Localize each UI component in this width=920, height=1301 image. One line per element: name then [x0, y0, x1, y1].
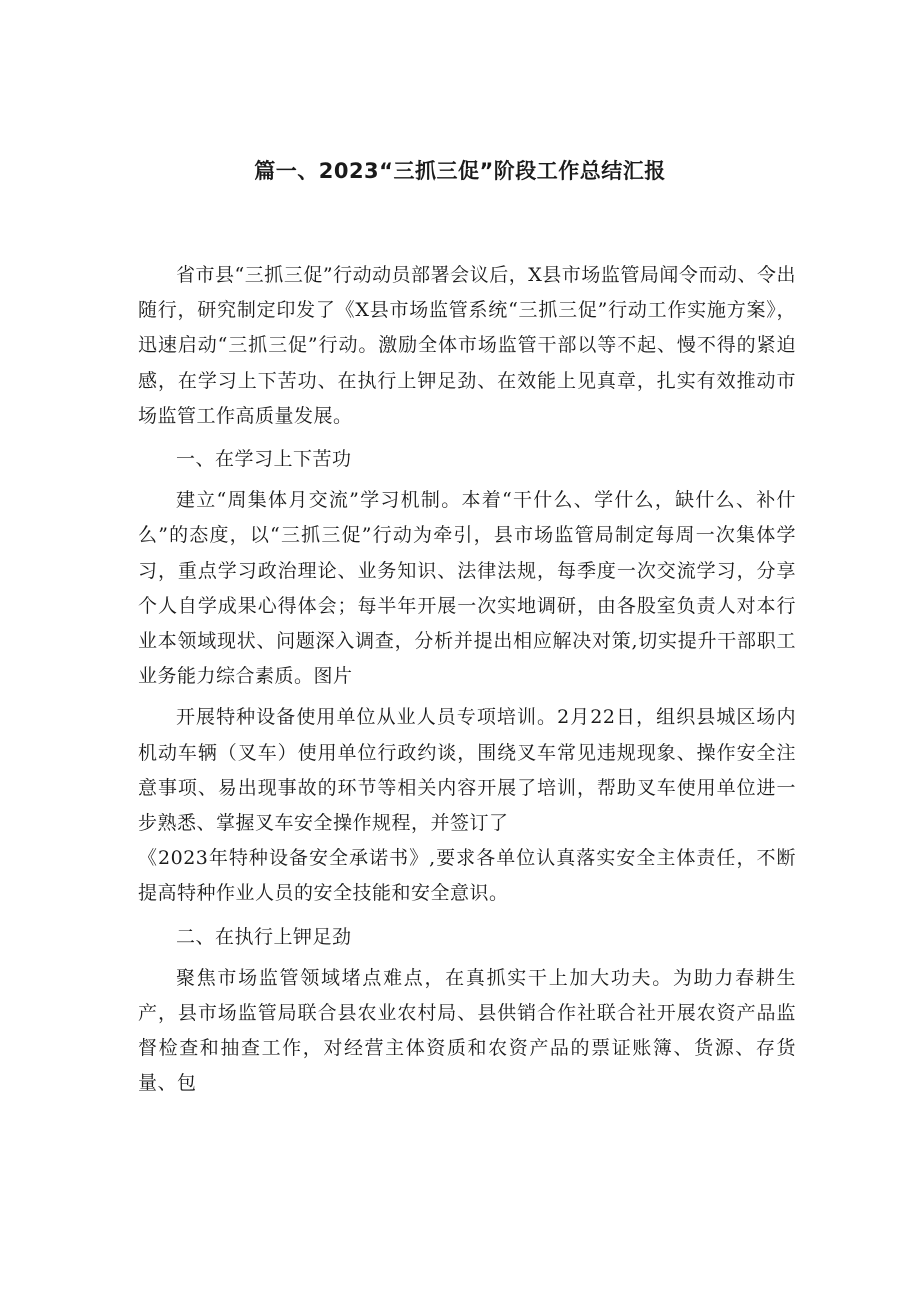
- intro-paragraph: 省市县“三抓三促”行动动员部署会议后，X县市场监管局闻令而动、令出随行，研究制定印发了《X县市场监管系统“三抓三促”行动工作实施方案》，迅速启动“三抓三促”行动。激励全体市场监管干部以等不起、慢不得的紧迫感，在学习上下苦功、在执行上钾足劲、在效能上见真章，扎实有效推动市场监管工作高质量发展。: [138, 264, 796, 427]
- section1-paragraph-1: 建立“周集体月交流”学习机制。本着“干什么、学什么，缺什么、补什么”的态度，以“三抓三促”行动为牵引，县市场监管局制定每周一次集体学习，重点学习政治理论、业务知识、法律法规，每季度一次交流学习，分享个人自学成果心得体会；每半年开展一次实地调研，由各股室负责人对本行业本领域现状、问题深入调查，分析并提出相应解决对策,切实提升干部职工业务能力综合素质。图片: [138, 489, 796, 688]
- document-body: [138, 258, 796, 1102]
- section1-heading: 一、在学习上下苦功: [176, 448, 352, 471]
- section2-heading: 二、在执行上钾足劲: [176, 925, 352, 948]
- section1-paragraph-2-continued: 《2023年特种设备安全承诺书》,要求各单位认真落实安全主体责任，不断提高特种作业人员的安全技能和安全意识。: [138, 847, 796, 905]
- document-title: 篇一、2023“三抓三促”阶段工作总结汇报: [254, 159, 666, 183]
- section2-paragraph-1: 聚焦市场监管领域堵点难点，在真抓实干上加大功夫。为助力春耕生产，县市场监管局联合县农业农村局、县供销合作社联合社开展农资产品监督检查和抽查工作，对经营主体资质和农资产品的票证账簿、货源、存货量、包: [138, 966, 796, 1095]
- section1-paragraph-2: 开展特种设备使用单位从业人员专项培训。2月22日，组织县城区场内机动车辆（叉车）使用单位行政约谈，围绕叉车常见违规现象、操作安全注意事项、易出现事故的环节等相关内容开展了培训，帮助叉车使用单位进一步熟悉、掌握叉车安全操作规程，并签订了: [138, 706, 796, 835]
